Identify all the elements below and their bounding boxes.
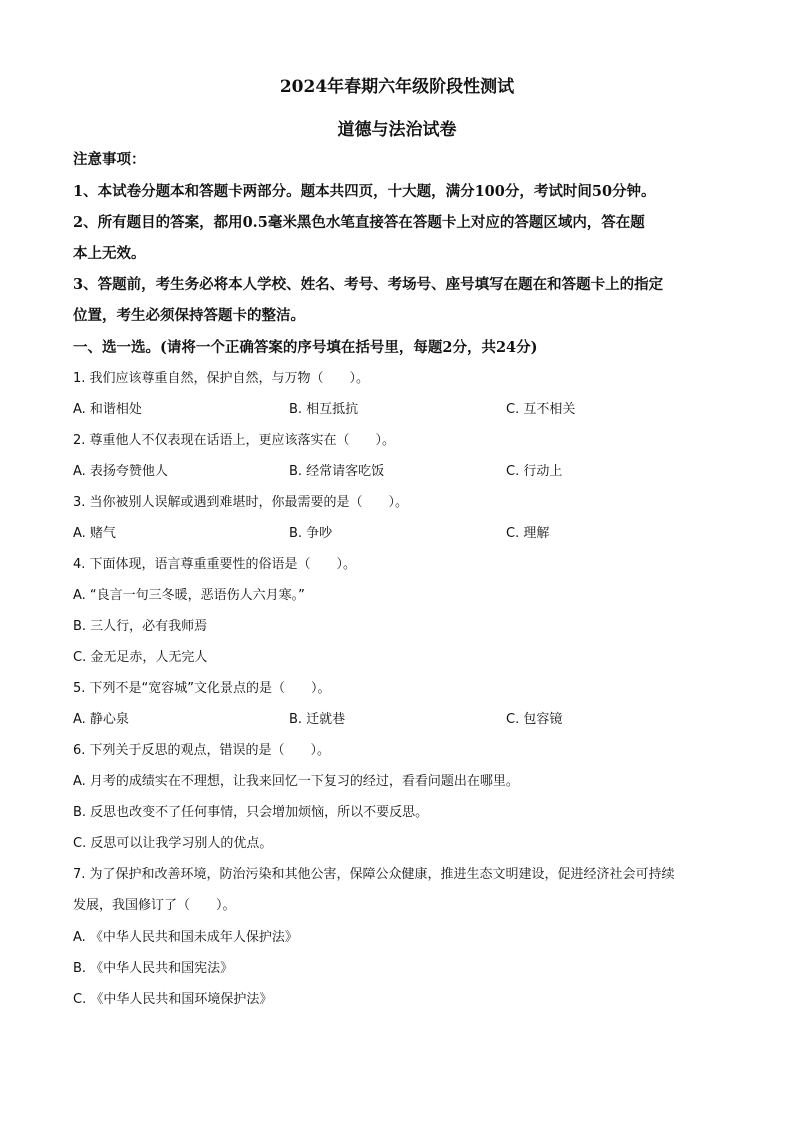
q7-option-b: B. 《中华人民共和国宪法》 [73,961,234,976]
note-line-3: 3、答题前，考生务必将本人学校、姓名、考号、考场号、座号填写在题在和答题卡上的指定 [73,276,664,293]
exam-subtitle: 道德与法治试卷 [337,120,457,140]
q4-option-b: B. 三人行，必有我师焉 [73,619,208,634]
exam-title: 2024年春期六年级阶段性测试 [279,77,515,97]
q2-option-a: A. 表扬夸赞他人 [73,464,168,479]
note-line-1: 1、本试卷分题本和答题卡两部分。题本共四页，十大题，满分100分，考试时间50分钟。 [73,183,656,200]
q3-option-b: B. 争吵 [289,526,333,541]
note-line-3-cont: 位置，考生必须保持答题卡的整洁。 [73,307,305,324]
question-7-cont: 发展，我国修订了（ ）。 [73,898,236,913]
q2-option-c: C. 行动上 [506,464,563,479]
q5-option-c: C. 包容镜 [506,712,563,727]
question-3: 3. 当你被别人误解或遇到难堪时，你最需要的是（ ）。 [73,495,409,510]
q7-option-c: C. 《中华人民共和国环境保护法》 [73,992,273,1007]
question-2: 2. 尊重他人不仅表现在话语上，更应该落实在（ ）。 [73,433,396,448]
q7-option-a: A. 《中华人民共和国未成年人保护法》 [73,930,298,945]
q3-option-c: C. 理解 [506,526,550,541]
question-1: 1. 我们应该尊重自然，保护自然，与万物（ ）。 [73,371,370,386]
q6-option-c: C. 反思可以让我学习别人的优点。 [73,836,273,851]
section-heading: 一、选一选。(请将一个正确答案的序号填在括号里，每题2分，共24分) [73,339,538,356]
q4-option-c: C. 金无足赤，人无完人 [73,650,208,665]
q4-option-a: A. “良言一句三冬暖，恶语伤人六月寒。” [73,588,305,603]
question-7: 7. 为了保护和改善环境，防治污染和其他公害，保障公众健康，推进生态文明建设，促进经济社会可持续 [73,867,675,882]
note-line-2: 2、所有题目的答案，都用0.5毫米黑色水笔直接答在答题卡上对应的答题区域内，答在题 [73,214,645,231]
question-5: 5. 下列不是“宽容城”文化景点的是（ ）。 [73,681,331,696]
note-line-2-cont: 本上无效。 [73,245,146,262]
q6-option-a: A. 月考的成绩实在不理想，让我来回忆一下复习的经过，看看问题出在哪里。 [73,774,519,789]
q1-option-c: C. 互不相关 [506,402,576,417]
q5-option-b: B. 迁就巷 [289,712,346,727]
question-4: 4. 下面体现，语言尊重重要性的俗语是（ ）。 [73,557,357,572]
q5-option-a: A. 静心泉 [73,712,129,727]
q3-option-a: A. 赌气 [73,526,116,541]
question-6: 6. 下列关于反思的观点，错误的是（ ）。 [73,743,331,758]
notes-heading: 注意事项： [73,151,146,168]
q2-option-b: B. 经常请客吃饭 [289,464,385,479]
q1-option-a: A. 和谐相处 [73,402,142,417]
q1-option-b: B. 相互抵抗 [289,402,359,417]
q6-option-b: B. 反思也改变不了任何事情，只会增加烦恼，所以不要反思。 [73,805,429,820]
